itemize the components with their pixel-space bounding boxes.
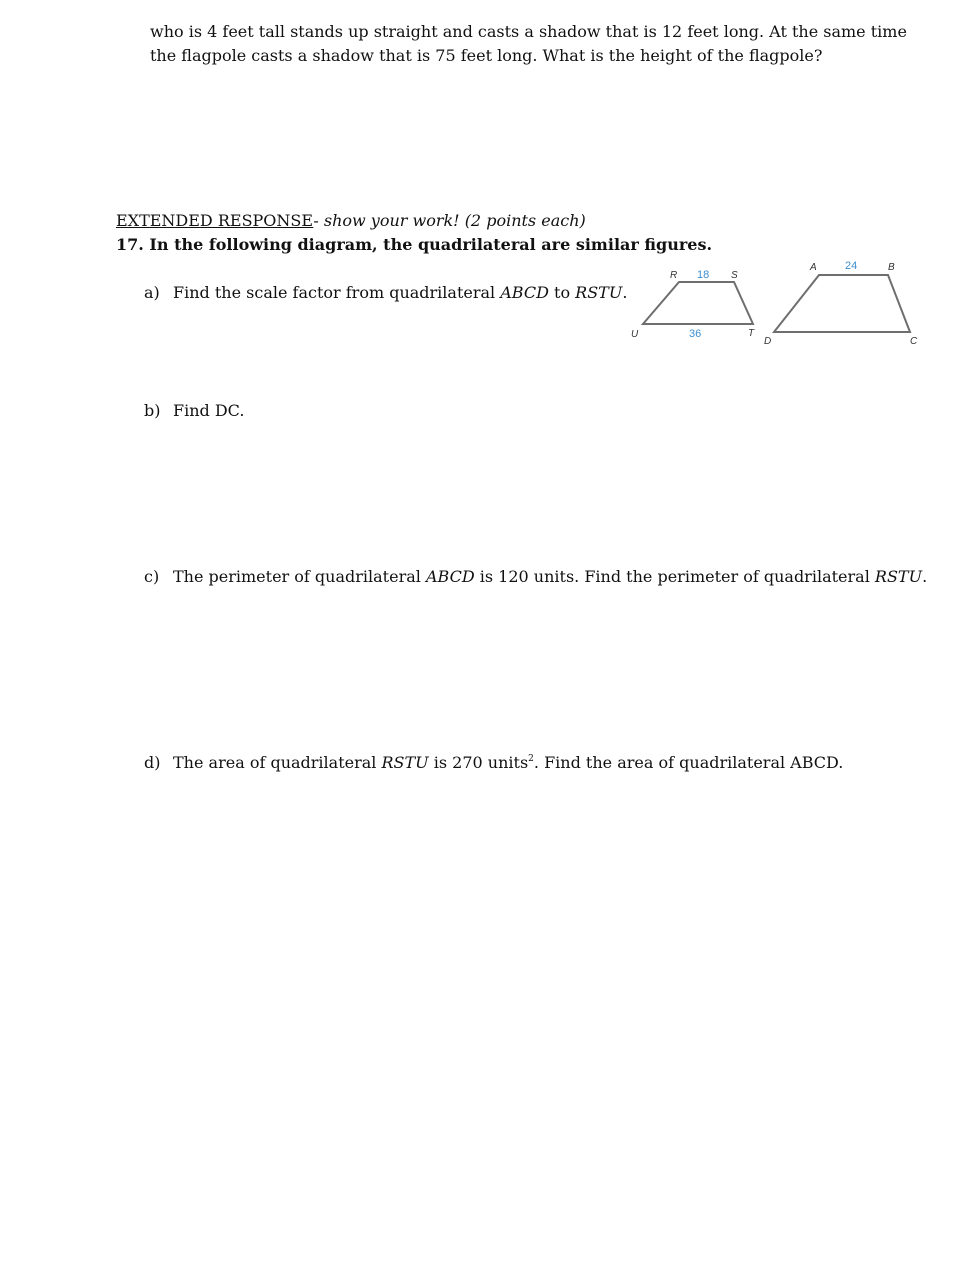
intro-line-2: the flagpole casts a shadow that is 75 feet long. What is the height of the flagpole? — [150, 46, 823, 65]
vertex-s-label: S — [731, 270, 738, 281]
side-ab-length: 24 — [845, 260, 858, 272]
question-17c-text-2: is 120 units. Find the perimeter of quadrilateral — [474, 567, 875, 586]
question-17d-text-2: is 270 units — [428, 753, 529, 772]
question-17c-period: . — [922, 567, 928, 586]
question-17a — [144, 281, 627, 305]
question-17c-text: The perimeter of quadrilateral — [173, 567, 426, 586]
vertex-t-label: T — [748, 328, 755, 339]
side-ut-length: 36 — [689, 328, 702, 340]
question-17a-text: Find the scale factor from quadrilateral — [173, 283, 501, 302]
section-separator: - — [313, 211, 324, 230]
quad-rstu-ref: RSTU — [874, 567, 923, 586]
question-17a-period: . — [622, 283, 628, 302]
intro-line-1: who is 4 feet tall stands up straight and casts a shadow that is 12 feet long. At the same time — [150, 22, 907, 41]
quadrilateral-abcd — [774, 275, 910, 332]
question-17d — [144, 751, 843, 775]
item-marker-b: b) — [144, 401, 161, 420]
section-label: EXTENDED RESPONSE — [116, 211, 314, 230]
side-rs-length: 18 — [697, 269, 710, 281]
vertex-a-label: A — [810, 262, 817, 273]
vertex-r-label: R — [670, 270, 678, 281]
vertex-d-label: D — [764, 336, 772, 347]
vertex-u-label: U — [631, 329, 639, 340]
item-marker-d: d) — [144, 753, 161, 772]
vertex-b-label: B — [888, 262, 895, 273]
quadrilateral-rstu — [643, 282, 753, 324]
item-marker-a: a) — [144, 283, 160, 302]
vertex-c-label: C — [910, 336, 918, 347]
section-heading — [116, 209, 586, 233]
question-17-title: 17. In the following diagram, the quadrilateral are similar figures. — [116, 235, 713, 254]
question-17a-text-2: to — [548, 283, 576, 302]
item-marker-c: c) — [144, 567, 160, 586]
quad-abcd-ref: ABCD — [425, 567, 475, 586]
quad-rstu-ref: RSTU — [575, 283, 623, 302]
question-17b — [144, 399, 244, 423]
section-instruction: show your work! (2 points each) — [323, 211, 586, 230]
quad-rstu-ref: RSTU — [381, 753, 429, 772]
question-17d-text: The area of quadrilateral — [173, 753, 382, 772]
question-17c — [144, 565, 927, 589]
quad-abcd-ref: ABCD — [500, 283, 549, 302]
question-17d-text-3: . Find the area of quadrilateral ABCD. — [533, 753, 844, 772]
similar-quadrilaterals-diagram — [620, 252, 930, 352]
question-17b-text: Find DC. — [173, 401, 245, 420]
units-squared-exponent: 2 — [528, 754, 534, 764]
